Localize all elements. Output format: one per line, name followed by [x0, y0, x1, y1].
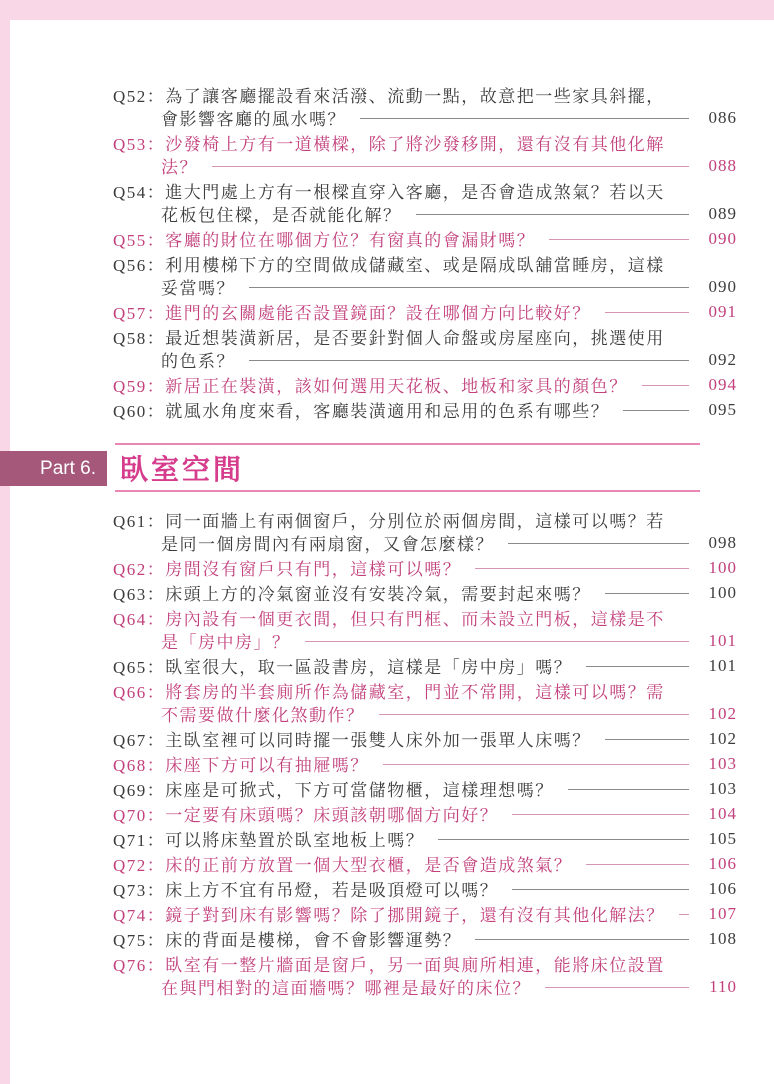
- leader-line: [249, 287, 689, 288]
- question-id: Q74：: [113, 906, 166, 925]
- toc-entry: [113, 654, 737, 677]
- question-text: 客廳的財位在哪個方位？有窗真的會漏財嗎？: [165, 231, 536, 250]
- toc-entry-line: [113, 106, 737, 129]
- toc-entry-line: [113, 531, 737, 554]
- question-text: 將套房的半套廁所作為儲藏室，門並不常開，這樣可以嗎？需: [165, 683, 665, 702]
- toc-entry: [113, 179, 737, 225]
- question-id: Q70：: [113, 806, 166, 825]
- toc-entry-line: [113, 702, 737, 725]
- toc-entry-line: [113, 252, 737, 275]
- page-number: 089: [708, 203, 737, 223]
- question-text: 臥室很大，取一區設書房，這樣是「房中房」嗎？: [165, 658, 573, 677]
- toc-entry: [113, 902, 737, 925]
- leader-line: [512, 889, 689, 890]
- leader-line: [605, 312, 689, 313]
- toc-entry-line: [113, 852, 737, 875]
- question-text: 為了讓客廳擺設看來活潑、流動一點，故意把一些家具斜擺，: [165, 87, 665, 106]
- question-text: 房內設有一個更衣間，但只有門框、而未設立門板，這樣是不: [165, 610, 665, 629]
- toc-entry: [113, 827, 737, 850]
- toc-entry-line: [113, 556, 737, 579]
- page-number: 106: [708, 878, 737, 898]
- question-text: 床的背面是樓梯，會不會影響運勢？: [165, 931, 462, 950]
- toc-entry-line: [113, 629, 737, 652]
- toc-entry: [113, 679, 737, 725]
- toc-entry-line: [113, 975, 737, 998]
- toc-section: [113, 508, 737, 998]
- question-text: 同一面牆上有兩個窗戶，分別位於兩個房間，這樣可以嗎？若: [165, 512, 665, 531]
- page-number: 105: [708, 828, 737, 848]
- question-id: Q68：: [113, 756, 166, 775]
- question-id: Q59：: [113, 377, 166, 396]
- question-id: Q64：: [113, 610, 166, 629]
- question-text: 花板包住樑，是否就能化解？: [161, 206, 402, 225]
- question-id: Q53：: [113, 135, 166, 154]
- toc-entry-line: [113, 83, 737, 106]
- toc-entry: [113, 227, 737, 250]
- question-text: 床頭上方的冷氣窗並沒有安裝冷氣，需要封起來嗎？: [165, 585, 591, 604]
- divider-rule-bottom: [115, 490, 700, 492]
- page-number: 092: [708, 349, 737, 369]
- leader-line: [212, 166, 689, 167]
- question-text: 法？: [161, 158, 198, 177]
- question-text: 床座是可掀式，下方可當儲物櫃，這樣理想嗎？: [165, 781, 554, 800]
- question-id: Q75：: [113, 931, 166, 950]
- part-number-label: Part 6.: [40, 457, 96, 479]
- toc-entry: [113, 252, 737, 298]
- question-text: 是同一個房間內有兩扇窗，又會怎麼樣？: [161, 535, 494, 554]
- leader-line: [438, 839, 689, 840]
- question-text: 最近想裝潢新居，是否要針對個人命盤或房屋座向，挑選使用: [165, 329, 665, 348]
- question-text: 進大門處上方有一根樑直穿入客廳，是否會造成煞氣？若以天: [165, 183, 665, 202]
- question-text: 床上方不宜有吊燈，若是吸頂燈可以嗎？: [165, 881, 499, 900]
- leader-line: [305, 641, 690, 642]
- toc-entry: [113, 852, 737, 875]
- part-title: 臥室空間: [120, 454, 245, 486]
- leader-line: [549, 239, 689, 240]
- page-number: 103: [708, 778, 737, 798]
- question-text: 臥室有一整片牆面是窗戶，另一面與廁所相連，能將床位設置: [165, 956, 665, 975]
- toc-entry: [113, 727, 737, 750]
- leader-line: [416, 214, 690, 215]
- question-text: 在與門相對的這面牆嗎？哪裡是最好的床位？: [161, 979, 531, 998]
- page-number: 101: [708, 630, 737, 650]
- question-id: Q67：: [113, 731, 166, 750]
- question-text: 沙發椅上方有一道橫樑，除了將沙發移開，還有沒有其他化解: [165, 135, 665, 154]
- toc-entry-line: [113, 202, 737, 225]
- toc-entry: [113, 508, 737, 554]
- question-id: Q71：: [113, 831, 166, 850]
- leader-line: [508, 543, 689, 544]
- toc-entry: [113, 752, 737, 775]
- leader-line: [623, 410, 689, 411]
- part-number-badge: [0, 451, 107, 486]
- toc-entry: [113, 606, 737, 652]
- page-number: 094: [708, 374, 737, 394]
- toc-entry: [113, 398, 737, 421]
- toc-entry-line: [113, 348, 737, 371]
- page-number: 103: [708, 753, 737, 773]
- toc-entry: [113, 83, 737, 129]
- question-id: Q61：: [113, 512, 166, 531]
- toc-entry-line: [113, 827, 737, 850]
- page-number: 100: [708, 557, 737, 577]
- page-number: 106: [708, 853, 737, 873]
- question-id: Q62：: [113, 560, 166, 579]
- toc-entry-line: [113, 300, 737, 323]
- leader-line: [360, 118, 689, 119]
- toc-entry-line: [113, 902, 737, 925]
- toc-entry-line: [113, 154, 737, 177]
- toc-entry-line: [113, 679, 737, 702]
- toc-entry: [113, 802, 737, 825]
- question-id: Q69：: [113, 781, 166, 800]
- toc-entry-line: [113, 179, 737, 202]
- toc-entry-line: [113, 508, 737, 531]
- leader-line: [586, 864, 689, 865]
- page-number: 095: [708, 399, 737, 419]
- toc-entry-line: [113, 275, 737, 298]
- toc-entry-line: [113, 727, 737, 750]
- page-number: 101: [708, 655, 737, 675]
- question-id: Q66：: [113, 683, 166, 702]
- toc-entry: [113, 556, 737, 579]
- toc-entry-line: [113, 802, 737, 825]
- toc-entry: [113, 952, 737, 998]
- page-number: 090: [708, 228, 737, 248]
- page-number: 086: [708, 107, 737, 127]
- toc-entry: [113, 300, 737, 323]
- toc-section: [113, 83, 737, 421]
- leader-line: [605, 739, 689, 740]
- toc-entry-line: [113, 131, 737, 154]
- toc-entry-line: [113, 581, 737, 604]
- leader-line: [605, 593, 689, 594]
- question-text: 主臥室裡可以同時擺一張雙人床外加一張單人床嗎？: [165, 731, 591, 750]
- question-text: 就風水角度來看，客廳裝潢適用和忌用的色系有哪些？: [165, 402, 610, 421]
- question-text: 妥當嗎？: [161, 279, 235, 298]
- toc-entry-line: [113, 927, 737, 950]
- question-text: 新居正在裝潢，該如何選用天花板、地板和家具的顏色？: [165, 377, 628, 396]
- page-number: 100: [708, 582, 737, 602]
- part-header: [0, 443, 737, 492]
- question-id: Q54：: [113, 183, 166, 202]
- toc-entry: [113, 927, 737, 950]
- question-id: Q52：: [113, 87, 166, 106]
- question-text: 房間沒有窗戶只有門，這樣可以嗎？: [165, 560, 462, 579]
- leader-line: [679, 914, 689, 915]
- leader-line: [586, 666, 689, 667]
- question-text: 可以將床墊置於臥室地板上嗎？: [165, 831, 425, 850]
- page-number: 110: [709, 976, 737, 996]
- toc-entry-line: [113, 227, 737, 250]
- page-number: 108: [708, 928, 737, 948]
- page-number: 102: [708, 703, 737, 723]
- question-text: 會影響客廳的風水嗎？: [161, 110, 346, 129]
- toc-entry: [113, 877, 737, 900]
- question-text: 鏡子對到床有影響嗎？除了挪開鏡子，還有沒有其他化解法？: [165, 906, 665, 925]
- question-text: 進門的玄關處能否設置鏡面？設在哪個方向比較好？: [165, 304, 591, 323]
- toc-entry-line: [113, 877, 737, 900]
- page-number: 098: [708, 532, 737, 552]
- leader-line: [383, 764, 689, 765]
- question-id: Q76：: [113, 956, 166, 975]
- leader-line: [642, 385, 689, 386]
- question-id: Q63：: [113, 585, 166, 604]
- page-number: 107: [708, 903, 737, 923]
- toc-entry-line: [113, 398, 737, 421]
- question-text: 床的正前方放置一個大型衣櫃，是否會造成煞氣？: [165, 856, 573, 875]
- toc-entry: [113, 581, 737, 604]
- leader-line: [512, 814, 689, 815]
- page-number: 104: [708, 803, 737, 823]
- toc-entry: [113, 373, 737, 396]
- toc-entry: [113, 777, 737, 800]
- part-title-row: [115, 445, 700, 490]
- toc-entry-line: [113, 654, 737, 677]
- page-number: 090: [708, 276, 737, 296]
- leader-line: [475, 568, 689, 569]
- question-text: 是「房中房」？: [161, 633, 291, 652]
- question-text: 不需要做什麼化煞動作？: [161, 706, 365, 725]
- question-text: 利用樓梯下方的空間做成儲藏室、或是隔成臥舖當睡房，這樣: [165, 256, 665, 275]
- page-number: 088: [708, 155, 737, 175]
- page-number: 102: [708, 728, 737, 748]
- question-text: 一定要有床頭嗎？床頭該朝哪個方向好？: [165, 806, 499, 825]
- toc-entry-line: [113, 325, 737, 348]
- question-id: Q73：: [113, 881, 166, 900]
- part-header-rules: [115, 443, 700, 492]
- question-id: Q56：: [113, 256, 166, 275]
- question-text: 床座下方可以有抽屜嗎？: [165, 756, 369, 775]
- question-id: Q57：: [113, 304, 166, 323]
- toc-entry-line: [113, 606, 737, 629]
- leader-line: [475, 939, 689, 940]
- question-id: Q55：: [113, 231, 166, 250]
- question-id: Q72：: [113, 856, 166, 875]
- toc-entry-line: [113, 373, 737, 396]
- question-text: 的色系？: [161, 352, 235, 371]
- page-number: 091: [708, 301, 737, 321]
- toc-entry-line: [113, 952, 737, 975]
- toc-entry: [113, 325, 737, 371]
- leader-line: [379, 714, 690, 715]
- leader-line: [249, 360, 689, 361]
- leader-line: [545, 987, 689, 988]
- question-id: Q60：: [113, 402, 166, 421]
- toc-entry-line: [113, 777, 737, 800]
- question-id: Q65：: [113, 658, 166, 677]
- leader-line: [568, 789, 689, 790]
- toc-entry: [113, 131, 737, 177]
- toc-entry-line: [113, 752, 737, 775]
- question-id: Q58：: [113, 329, 166, 348]
